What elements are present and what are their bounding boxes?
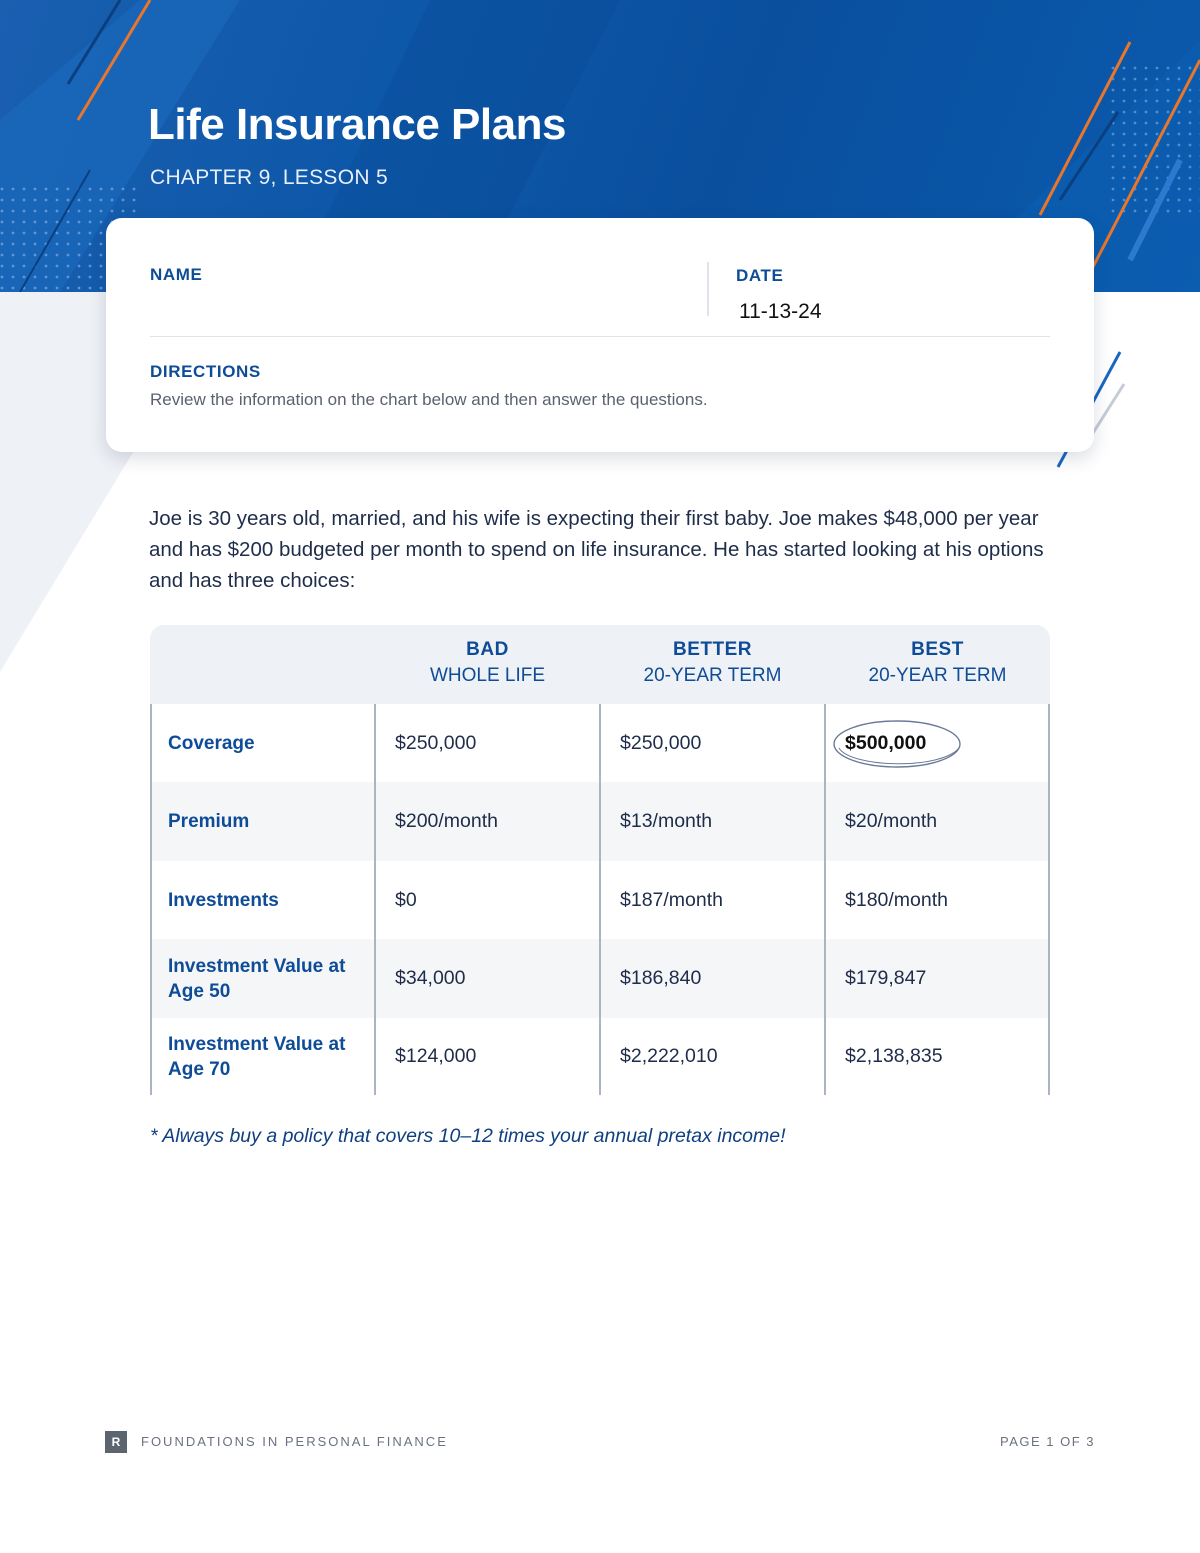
- circled-value: $500,000: [845, 731, 927, 754]
- table-cell: $124,000: [395, 1045, 477, 1067]
- table-cell: $186,840: [620, 967, 702, 989]
- ramsey-logo-icon: R: [105, 1431, 127, 1453]
- hand-drawn-circle: [831, 718, 971, 770]
- column-rank: BAD: [466, 639, 509, 660]
- row-label: Investment Value at Age 70: [168, 1033, 346, 1080]
- table-cell: $20/month: [845, 810, 938, 832]
- column-divider: [374, 704, 376, 1095]
- date-label: DATE: [736, 266, 784, 285]
- name-label: NAME: [150, 265, 203, 284]
- table-cell-circled: [845, 704, 926, 782]
- column-header-better: [600, 639, 825, 687]
- page-number: PAGE 1 OF 3: [999, 1434, 1095, 1449]
- table-cell: $2,222,010: [620, 1045, 718, 1067]
- table-cell: $179,847: [845, 967, 927, 989]
- column-rank: BEST: [911, 639, 964, 660]
- student-info-card: [106, 218, 1094, 452]
- scenario-paragraph: Joe is 30 years old, married, and his wife is expecting their first baby. Joe makes $48,000 per year and has $200 budgeted per month to spend on life insurance. He has started looking at his options and has three choices:: [149, 507, 1044, 592]
- policy-tip-note: * Always buy a policy that covers 10–12 times your annual pretax income!: [150, 1125, 786, 1147]
- table-cell: $0: [395, 888, 417, 911]
- page-subtitle: CHAPTER 9, LESSON 5: [150, 166, 388, 189]
- insurance-comparison-table: [150, 625, 1050, 1095]
- column-divider: [599, 704, 601, 1095]
- table-cell: $34,000: [395, 967, 466, 989]
- column-divider: [824, 704, 826, 1095]
- page-title: Life Insurance Plans: [148, 100, 566, 149]
- column-plan: 20-YEAR TERM: [868, 665, 1007, 686]
- card-divider-horizontal: [150, 336, 1050, 337]
- column-plan: WHOLE LIFE: [429, 665, 546, 686]
- row-label: Investments: [168, 889, 279, 911]
- column-header-bad: [375, 639, 600, 687]
- row-label: Investment Value at Age 50: [168, 955, 346, 1002]
- column-plan: 20-YEAR TERM: [643, 665, 782, 686]
- table-cell: $13/month: [620, 810, 713, 832]
- table-cell: $187/month: [620, 888, 723, 911]
- column-header-best: [825, 639, 1050, 687]
- table-cell: $250,000: [395, 731, 477, 754]
- date-field[interactable]: 11-13-24: [739, 300, 822, 323]
- directions-label: DIRECTIONS: [150, 362, 261, 381]
- table-cell: $2,138,835: [845, 1045, 943, 1067]
- row-label: Premium: [168, 811, 250, 832]
- table-cell: $180/month: [845, 888, 948, 911]
- table-border-right: [1048, 704, 1050, 1095]
- table-cell: $200/month: [395, 810, 498, 832]
- table-header: [150, 625, 1050, 704]
- row-label: Coverage: [168, 732, 255, 754]
- table-border-left: [150, 704, 152, 1095]
- circled-answer: [845, 732, 926, 755]
- table-cell: $250,000: [620, 731, 702, 754]
- footer-course-title: FOUNDATIONS IN PERSONAL FINANCE: [141, 1434, 448, 1449]
- directions-text: Review the information on the chart below and then answer the questions.: [150, 390, 708, 409]
- card-divider-vertical: [707, 262, 709, 316]
- column-rank: BETTER: [673, 639, 752, 660]
